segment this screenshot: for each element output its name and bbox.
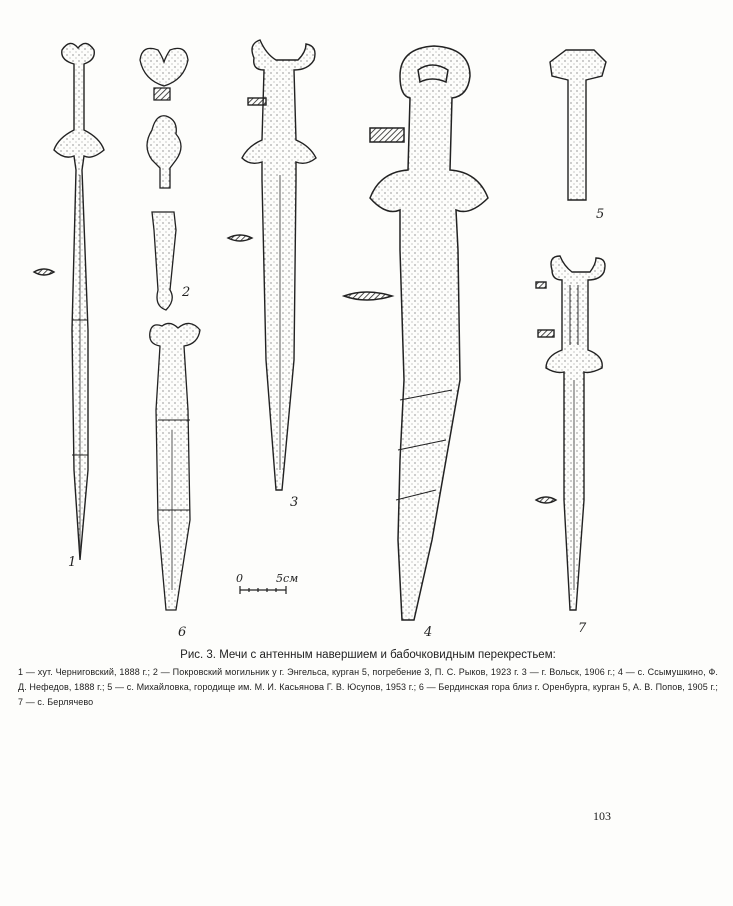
sword-1-drawing — [34, 43, 104, 560]
scale-max-label: 5см — [276, 572, 299, 585]
scale-bar — [240, 586, 286, 594]
page-number: 103 — [593, 809, 611, 823]
sword-7-drawing — [536, 256, 605, 610]
caption-body: 1 — хут. Черниговский, 1888 г.; 2 — Покровский могильник у г. Энгельса, курган 5, погребение 3, П. С. Рыков, 1923 г. 3 — г. Вольск, 1906 г.; 4 — с. Ссымушкино, Ф. Д. Нефедов, 1888 г.; 5 — с. Михайловка, городище им. М. И. Касьянова Г. В. Юсупов, 1953 г.; 6 — Бердинская гора близ г. Оренбурга, курган 5, А. В. Попов, 1905 г.; 7 — с. Берлячево — [18, 667, 718, 707]
sword-3-drawing — [228, 40, 316, 490]
sword-6-drawing — [150, 323, 200, 610]
label-1: 1 — [68, 555, 77, 570]
label-4: 4 — [424, 625, 433, 640]
fragments-2-drawing — [140, 48, 191, 310]
label-2: 2 — [182, 285, 191, 300]
label-7: 7 — [578, 621, 587, 636]
label-3: 3 — [290, 495, 299, 510]
label-5: 5 — [596, 207, 605, 222]
caption-title: Рис. 3. Мечи с антенным навершием и бабочковидным перекрестьем: — [180, 649, 556, 661]
figure-caption — [18, 648, 718, 710]
fragment-5-drawing — [550, 50, 606, 200]
sword-4-drawing — [344, 46, 488, 620]
scale-zero-label: 0 — [236, 572, 243, 585]
label-6: 6 — [178, 625, 187, 640]
